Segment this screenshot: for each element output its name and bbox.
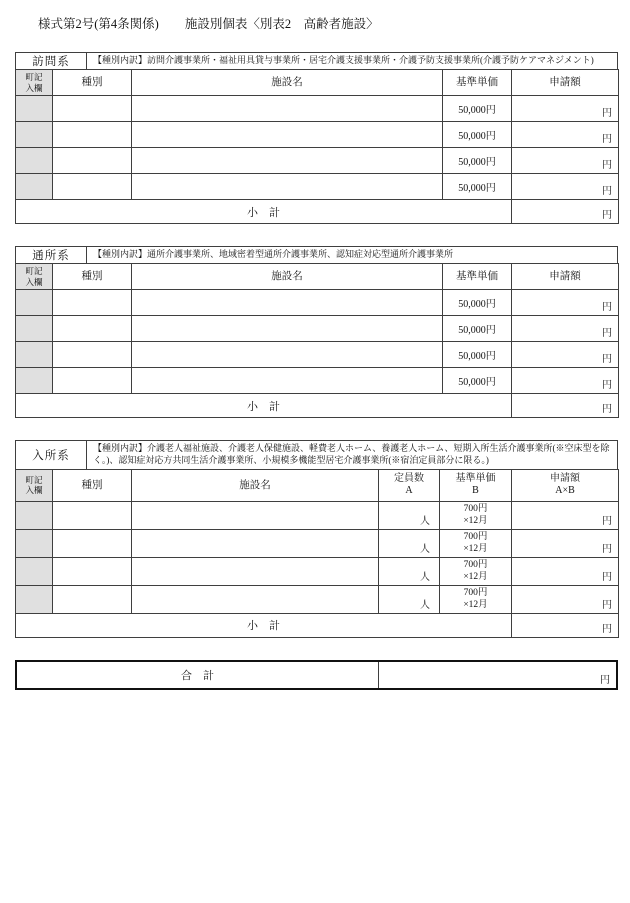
section-day-name: 通所系 <box>16 247 87 263</box>
form-number: 様式第2号(第4条関係) <box>38 17 159 31</box>
facility-name-cell <box>132 96 443 122</box>
capacity-cell: 人 <box>379 585 440 613</box>
col-type: 種別 <box>53 70 132 96</box>
type-cell <box>53 174 132 200</box>
unit-price-code: B <box>472 485 479 497</box>
type-cell <box>53 290 132 316</box>
amount-cell: 円 <box>512 342 619 368</box>
town-entry-cell <box>16 529 53 557</box>
col-facility-name: 施設名 <box>132 70 443 96</box>
type-cell <box>53 148 132 174</box>
subtotal-amount-cell: 円 <box>512 613 619 637</box>
amount-code: A×B <box>555 485 575 497</box>
town-entry-cell <box>16 122 53 148</box>
table-row <box>16 557 619 585</box>
col-capacity <box>379 469 440 501</box>
facility-name-cell <box>132 316 443 342</box>
day-table <box>15 263 619 418</box>
section-day <box>15 246 618 418</box>
table-row <box>16 585 619 613</box>
facility-name-cell <box>132 557 379 585</box>
amount-cell: 円 <box>512 290 619 316</box>
section-residential-header <box>15 440 618 469</box>
type-cell <box>53 585 132 613</box>
facility-name-cell <box>132 529 379 557</box>
capacity-cell: 人 <box>379 529 440 557</box>
subtotal-label: 小 計 <box>16 394 512 418</box>
amount-cell: 円 <box>512 96 619 122</box>
type-cell <box>53 501 132 529</box>
town-entry-cell <box>16 501 53 529</box>
type-cell <box>53 557 132 585</box>
amount-cell: 円 <box>512 316 619 342</box>
col-town-entry <box>16 469 53 501</box>
table-row <box>16 316 619 342</box>
section-day-breakdown: 【種別内訳】通所介護事業所、地域密着型通所介護事業所、認知症対応型通所介護事業所 <box>93 249 454 259</box>
subtotal-row <box>16 200 619 224</box>
section-visiting-name: 訪問系 <box>16 53 87 69</box>
town-entry-cell <box>16 368 53 394</box>
town-entry-cell <box>16 557 53 585</box>
col-facility-name: 施設名 <box>132 469 379 501</box>
table-row <box>16 501 619 529</box>
type-cell <box>53 316 132 342</box>
unit-price-line1: 700円 <box>463 559 488 570</box>
unit-price-cell: 50,000円 <box>443 342 512 368</box>
amount-cell: 円 <box>512 501 619 529</box>
town-entry-cell <box>16 174 53 200</box>
col-town-entry <box>16 70 53 96</box>
col-type: 種別 <box>53 264 132 290</box>
type-cell <box>53 122 132 148</box>
unit-price-cell: 50,000円 <box>443 174 512 200</box>
section-day-header <box>15 246 618 263</box>
unit-price-cell <box>440 529 512 557</box>
town-entry-line1: 町記 <box>25 475 43 486</box>
amount-label: 申請額 <box>550 472 580 484</box>
unit-price-label: 基準単価 <box>455 472 496 484</box>
table-row <box>16 96 619 122</box>
town-entry-cell <box>16 316 53 342</box>
unit-price-cell: 50,000円 <box>443 368 512 394</box>
capacity-cell: 人 <box>379 501 440 529</box>
table-row <box>16 368 619 394</box>
unit-price-cell: 50,000円 <box>443 96 512 122</box>
facility-name-cell <box>132 122 443 148</box>
facility-name-cell <box>132 342 443 368</box>
unit-price-line1: 700円 <box>463 531 488 542</box>
unit-price-cell <box>440 585 512 613</box>
town-entry-cell <box>16 342 53 368</box>
visiting-table <box>15 69 619 224</box>
col-amount: 申請額 <box>512 70 619 96</box>
unit-price-cell <box>440 501 512 529</box>
capacity-cell: 人 <box>379 557 440 585</box>
table-row <box>16 148 619 174</box>
town-entry-cell <box>16 585 53 613</box>
capacity-label: 定員数 <box>394 472 424 484</box>
residential-header-row <box>16 469 619 501</box>
facility-name-cell <box>132 585 379 613</box>
facility-name-cell <box>132 174 443 200</box>
section-visiting-breakdown: 【種別内訳】訪問介護事業所・福祉用具貸与事業所・居宅介護支援事業所・介護予防支援事業所(介護予防ケアマネジメント) <box>93 55 594 65</box>
subtotal-amount-cell: 円 <box>512 394 619 418</box>
subtotal-amount-cell: 円 <box>512 200 619 224</box>
town-entry-cell <box>16 290 53 316</box>
table-row <box>16 174 619 200</box>
page-title <box>38 14 618 32</box>
unit-price-line1: 700円 <box>463 587 488 598</box>
col-amount <box>512 469 619 501</box>
capacity-code: A <box>405 485 413 497</box>
section-visiting-header <box>15 52 618 69</box>
amount-cell: 円 <box>512 585 619 613</box>
section-residential-name: 入所系 <box>16 441 87 469</box>
unit-price-cell <box>440 557 512 585</box>
amount-cell: 円 <box>512 557 619 585</box>
unit-price-line2: ×12月 <box>463 544 488 555</box>
col-unit-price: 基準単価 <box>443 264 512 290</box>
col-town-entry <box>16 264 53 290</box>
section-residential-breakdown: 【種別内訳】介護老人福祉施設、介護老人保健施設、軽費老人ホーム、養護老人ホーム、短期入所生活介護事業所(※空床型を除く。)、認知症対応方共同生活介護事業所、小規模多機能型居宅介護事業所(※宿泊定員部分に限る。) <box>93 443 610 465</box>
table-row <box>16 342 619 368</box>
town-entry-line2: 入欄 <box>25 485 43 496</box>
town-entry-line2: 入欄 <box>25 276 43 287</box>
unit-price-cell: 50,000円 <box>443 316 512 342</box>
facility-name-cell <box>132 148 443 174</box>
town-entry-line2: 入欄 <box>25 82 43 93</box>
grand-total-amount: 円 <box>600 674 610 686</box>
col-unit-price <box>440 469 512 501</box>
section-residential <box>15 440 618 638</box>
col-facility-name: 施設名 <box>132 264 443 290</box>
section-visiting <box>15 52 618 224</box>
amount-cell: 円 <box>512 529 619 557</box>
unit-price-line2: ×12月 <box>463 572 488 583</box>
table-row <box>16 290 619 316</box>
facility-name-cell <box>132 290 443 316</box>
residential-table <box>15 469 619 638</box>
subtotal-row <box>16 394 619 418</box>
col-unit-price: 基準単価 <box>443 70 512 96</box>
amount-cell: 円 <box>512 122 619 148</box>
type-cell <box>53 96 132 122</box>
col-amount: 申請額 <box>512 264 619 290</box>
subtotal-label: 小 計 <box>16 200 512 224</box>
town-entry-cell <box>16 148 53 174</box>
town-entry-line1: 町記 <box>25 266 43 277</box>
type-cell <box>53 529 132 557</box>
col-type: 種別 <box>53 469 132 501</box>
table-row <box>16 122 619 148</box>
unit-price-line2: ×12月 <box>463 516 488 527</box>
unit-price-cell: 50,000円 <box>443 148 512 174</box>
subtotal-label: 小 計 <box>16 613 512 637</box>
form-title: 施設別個表〈別表2 高齢者施設〉 <box>184 17 379 31</box>
grand-total-label: 合 計 <box>17 662 379 688</box>
unit-price-line1: 700円 <box>463 503 488 514</box>
facility-name-cell <box>132 368 443 394</box>
type-cell <box>53 368 132 394</box>
unit-price-cell: 50,000円 <box>443 122 512 148</box>
facility-name-cell <box>132 501 379 529</box>
amount-cell: 円 <box>512 174 619 200</box>
amount-cell: 円 <box>512 148 619 174</box>
day-header-row <box>16 264 619 290</box>
table-row <box>16 529 619 557</box>
unit-price-line2: ×12月 <box>463 600 488 611</box>
visiting-header-row <box>16 70 619 96</box>
type-cell <box>53 342 132 368</box>
town-entry-line1: 町記 <box>25 72 43 83</box>
unit-price-cell: 50,000円 <box>443 290 512 316</box>
amount-cell: 円 <box>512 368 619 394</box>
town-entry-cell <box>16 96 53 122</box>
grand-total-box <box>15 660 618 690</box>
subtotal-row <box>16 613 619 637</box>
